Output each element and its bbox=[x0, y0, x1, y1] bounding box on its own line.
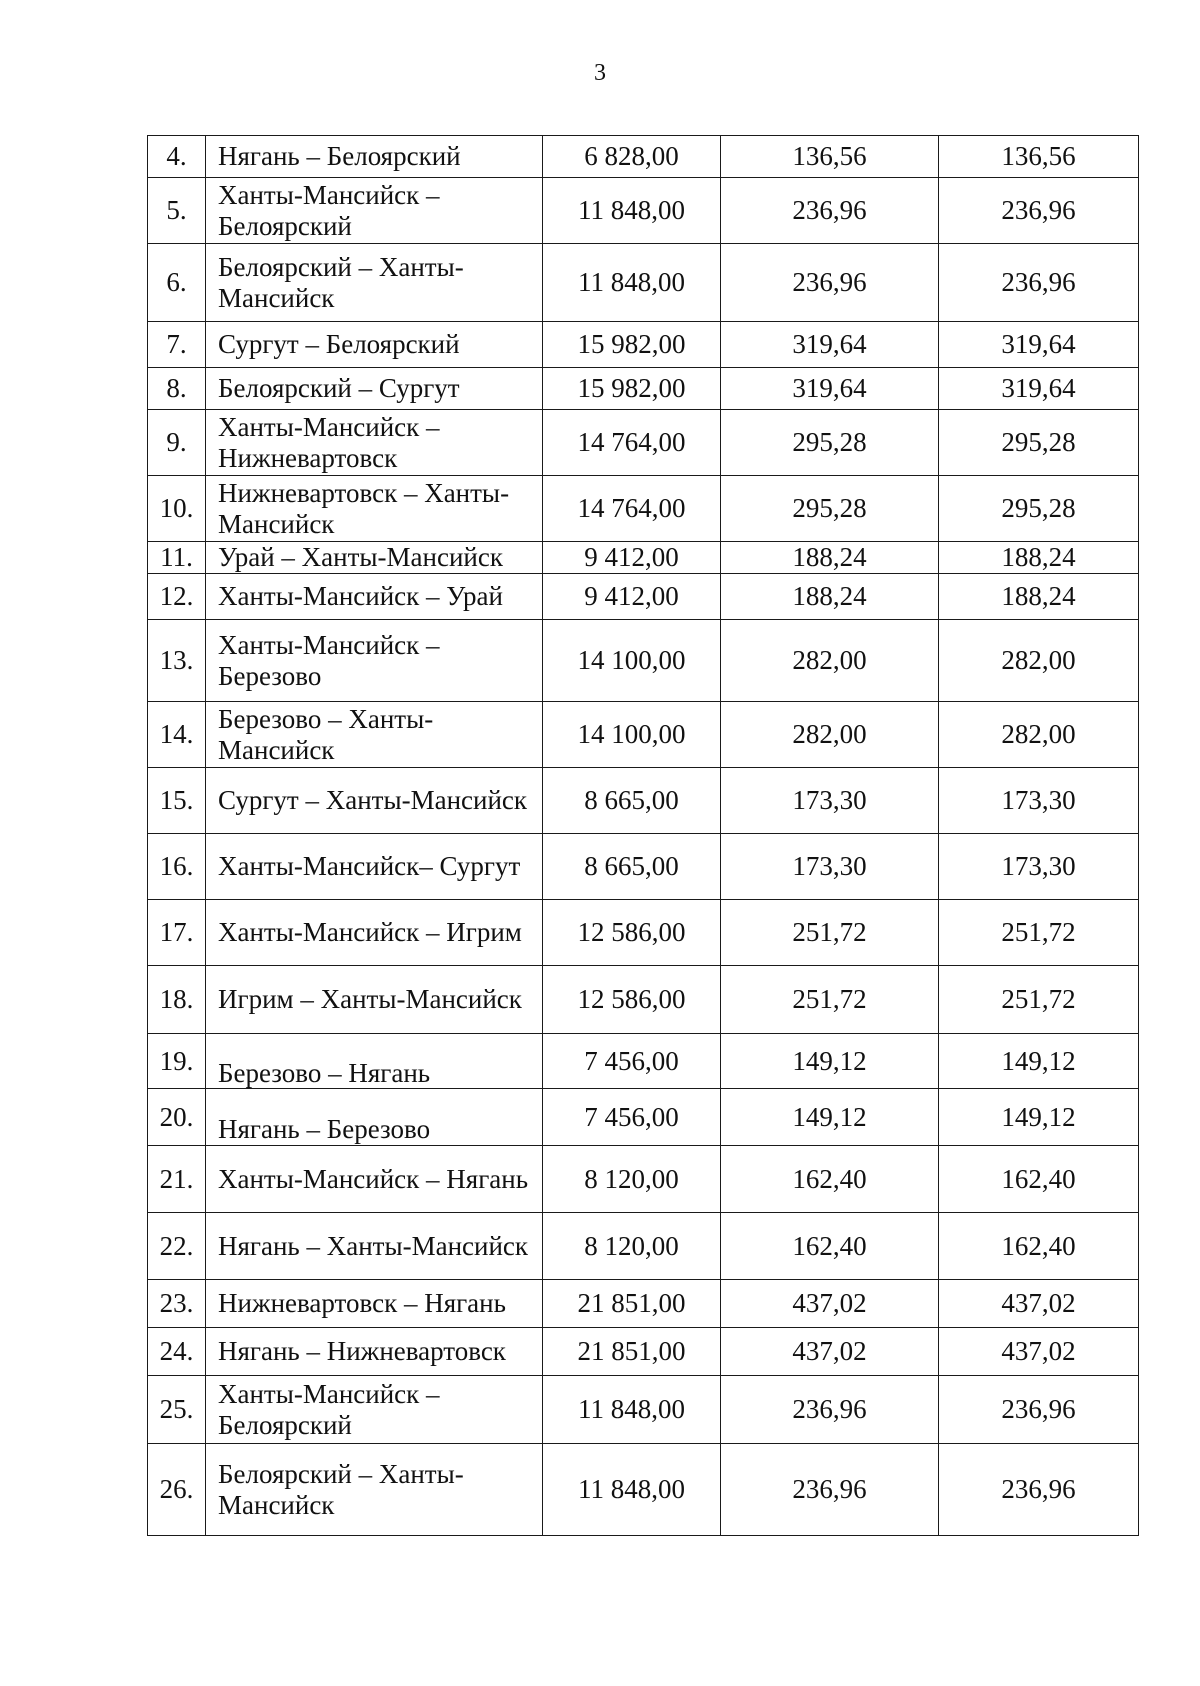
value-col-4: 149,12 bbox=[721, 1089, 939, 1146]
row-number: 24. bbox=[148, 1328, 206, 1376]
tariff-value: 21 851,00 bbox=[543, 1280, 721, 1328]
table-row bbox=[148, 1444, 1139, 1536]
row-number: 11. bbox=[148, 542, 206, 574]
value-col-5: 188,24 bbox=[939, 574, 1139, 620]
value-col-4: 251,72 bbox=[721, 966, 939, 1034]
table-row bbox=[148, 966, 1139, 1034]
tariff-value: 12 586,00 bbox=[543, 900, 721, 966]
row-number: 10. bbox=[148, 476, 206, 542]
tariff-value: 11 848,00 bbox=[543, 1376, 721, 1444]
value-col-4: 437,02 bbox=[721, 1280, 939, 1328]
value-col-5: 319,64 bbox=[939, 368, 1139, 410]
value-col-4: 162,40 bbox=[721, 1146, 939, 1213]
value-col-5: 295,28 bbox=[939, 476, 1139, 542]
table-row bbox=[148, 768, 1139, 834]
value-col-5: 149,12 bbox=[939, 1089, 1139, 1146]
route-name-text: Нягань – Березово bbox=[218, 1113, 431, 1144]
route-name: Березово – Ханты-Мансийск bbox=[206, 702, 543, 768]
tariff-value: 7 456,00 bbox=[543, 1034, 721, 1089]
route-name: Ханты-Мансийск – Нижневартовск bbox=[206, 410, 543, 476]
route-name bbox=[206, 1034, 543, 1089]
value-col-5: 162,40 bbox=[939, 1146, 1139, 1213]
value-col-5: 188,24 bbox=[939, 542, 1139, 574]
value-col-5: 236,96 bbox=[939, 1376, 1139, 1444]
value-col-4: 236,96 bbox=[721, 1376, 939, 1444]
row-number: 9. bbox=[148, 410, 206, 476]
row-number: 7. bbox=[148, 322, 206, 368]
value-col-4: 173,30 bbox=[721, 768, 939, 834]
table-row bbox=[148, 1146, 1139, 1213]
table-row bbox=[148, 574, 1139, 620]
route-name: Игрим – Ханты-Мансийск bbox=[206, 966, 543, 1034]
table-row bbox=[148, 476, 1139, 542]
page-number: 3 bbox=[594, 60, 606, 86]
tariff-value: 6 828,00 bbox=[543, 136, 721, 178]
row-number: 13. bbox=[148, 620, 206, 702]
tariff-value: 14 100,00 bbox=[543, 620, 721, 702]
route-name: Ханты-Мансийск – Урай bbox=[206, 574, 543, 620]
value-col-4: 188,24 bbox=[721, 542, 939, 574]
route-name: Ханты-Мансийск – Березово bbox=[206, 620, 543, 702]
value-col-4: 136,56 bbox=[721, 136, 939, 178]
tariff-value: 9 412,00 bbox=[543, 574, 721, 620]
tariff-value: 8 120,00 bbox=[543, 1146, 721, 1213]
value-col-5: 282,00 bbox=[939, 620, 1139, 702]
value-col-5: 295,28 bbox=[939, 410, 1139, 476]
table-row bbox=[148, 620, 1139, 702]
table-row bbox=[148, 1328, 1139, 1376]
row-number: 21. bbox=[148, 1146, 206, 1213]
value-col-5: 437,02 bbox=[939, 1328, 1139, 1376]
value-col-5: 282,00 bbox=[939, 702, 1139, 768]
value-col-4: 251,72 bbox=[721, 900, 939, 966]
value-col-4: 236,96 bbox=[721, 178, 939, 244]
route-name: Ханты-Мансийск – Нягань bbox=[206, 1146, 543, 1213]
tariff-value: 14 764,00 bbox=[543, 410, 721, 476]
value-col-5: 173,30 bbox=[939, 834, 1139, 900]
row-number: 17. bbox=[148, 900, 206, 966]
table-row bbox=[148, 1376, 1139, 1444]
route-name: Белоярский – Ханты-Мансийск bbox=[206, 244, 543, 322]
tariff-value: 7 456,00 bbox=[543, 1089, 721, 1146]
table-row bbox=[148, 1089, 1139, 1146]
tariff-value: 12 586,00 bbox=[543, 966, 721, 1034]
value-col-4: 188,24 bbox=[721, 574, 939, 620]
tariff-value: 8 665,00 bbox=[543, 834, 721, 900]
route-name: Ханты-Мансийск – Белоярский bbox=[206, 178, 543, 244]
row-number: 14. bbox=[148, 702, 206, 768]
route-name: Нягань – Ханты-Мансийск bbox=[206, 1213, 543, 1280]
tariff-table-body bbox=[148, 136, 1139, 1536]
tariff-value: 8 665,00 bbox=[543, 768, 721, 834]
table-row bbox=[148, 178, 1139, 244]
table-row bbox=[148, 322, 1139, 368]
row-number: 4. bbox=[148, 136, 206, 178]
value-col-5: 236,96 bbox=[939, 244, 1139, 322]
row-number: 6. bbox=[148, 244, 206, 322]
tariff-value: 15 982,00 bbox=[543, 322, 721, 368]
table-row bbox=[148, 834, 1139, 900]
row-number: 16. bbox=[148, 834, 206, 900]
tariff-value: 14 100,00 bbox=[543, 702, 721, 768]
table-row bbox=[148, 410, 1139, 476]
tariff-value: 8 120,00 bbox=[543, 1213, 721, 1280]
value-col-5: 162,40 bbox=[939, 1213, 1139, 1280]
value-col-4: 236,96 bbox=[721, 1444, 939, 1536]
value-col-5: 173,30 bbox=[939, 768, 1139, 834]
row-number: 5. bbox=[148, 178, 206, 244]
tariff-value: 15 982,00 bbox=[543, 368, 721, 410]
value-col-4: 319,64 bbox=[721, 322, 939, 368]
value-col-4: 149,12 bbox=[721, 1034, 939, 1089]
route-name: Белоярский – Сургут bbox=[206, 368, 543, 410]
value-col-5: 236,96 bbox=[939, 178, 1139, 244]
value-col-4: 173,30 bbox=[721, 834, 939, 900]
table-row bbox=[148, 244, 1139, 322]
value-col-5: 236,96 bbox=[939, 1444, 1139, 1536]
value-col-4: 236,96 bbox=[721, 244, 939, 322]
table-row bbox=[148, 1213, 1139, 1280]
value-col-4: 295,28 bbox=[721, 410, 939, 476]
value-col-4: 295,28 bbox=[721, 476, 939, 542]
route-name: Ханты-Мансийск – Белоярский bbox=[206, 1376, 543, 1444]
route-name: Ханты-Мансийск – Игрим bbox=[206, 900, 543, 966]
tariff-value: 11 848,00 bbox=[543, 244, 721, 322]
route-name: Ханты-Мансийск– Сургут bbox=[206, 834, 543, 900]
tariff-value: 14 764,00 bbox=[543, 476, 721, 542]
row-number: 12. bbox=[148, 574, 206, 620]
row-number: 25. bbox=[148, 1376, 206, 1444]
route-name bbox=[206, 1089, 543, 1146]
tariff-value: 21 851,00 bbox=[543, 1328, 721, 1376]
tariff-value: 9 412,00 bbox=[543, 542, 721, 574]
table-row bbox=[148, 136, 1139, 178]
value-col-5: 319,64 bbox=[939, 322, 1139, 368]
table-row bbox=[148, 900, 1139, 966]
value-col-5: 149,12 bbox=[939, 1034, 1139, 1089]
value-col-4: 282,00 bbox=[721, 620, 939, 702]
route-name: Нижневартовск – Ханты-Мансийск bbox=[206, 476, 543, 542]
value-col-5: 251,72 bbox=[939, 966, 1139, 1034]
row-number: 23. bbox=[148, 1280, 206, 1328]
tariff-value: 11 848,00 bbox=[543, 1444, 721, 1536]
value-col-4: 282,00 bbox=[721, 702, 939, 768]
table-row bbox=[148, 702, 1139, 768]
table-row bbox=[148, 1034, 1139, 1089]
row-number: 22. bbox=[148, 1213, 206, 1280]
row-number: 26. bbox=[148, 1444, 206, 1536]
route-name: Сургут – Белоярский bbox=[206, 322, 543, 368]
route-name: Урай – Ханты-Мансийск bbox=[206, 542, 543, 574]
tariff-value: 11 848,00 bbox=[543, 178, 721, 244]
route-name-text: Березово – Нягань bbox=[218, 1057, 431, 1088]
value-col-4: 162,40 bbox=[721, 1213, 939, 1280]
row-number: 8. bbox=[148, 368, 206, 410]
table-row bbox=[148, 368, 1139, 410]
route-name: Нягань – Нижневартовск bbox=[206, 1328, 543, 1376]
route-name: Сургут – Ханты-Мансийск bbox=[206, 768, 543, 834]
value-col-5: 136,56 bbox=[939, 136, 1139, 178]
route-name: Нягань – Белоярский bbox=[206, 136, 543, 178]
row-number: 20. bbox=[148, 1089, 206, 1146]
table-row bbox=[148, 1280, 1139, 1328]
value-col-4: 319,64 bbox=[721, 368, 939, 410]
tariff-table bbox=[147, 135, 1139, 1536]
route-name: Белоярский – Ханты-Мансийск bbox=[206, 1444, 543, 1536]
value-col-5: 251,72 bbox=[939, 900, 1139, 966]
row-number: 15. bbox=[148, 768, 206, 834]
table-row bbox=[148, 542, 1139, 574]
route-name: Нижневартовск – Нягань bbox=[206, 1280, 543, 1328]
value-col-4: 437,02 bbox=[721, 1328, 939, 1376]
value-col-5: 437,02 bbox=[939, 1280, 1139, 1328]
row-number: 19. bbox=[148, 1034, 206, 1089]
row-number: 18. bbox=[148, 966, 206, 1034]
